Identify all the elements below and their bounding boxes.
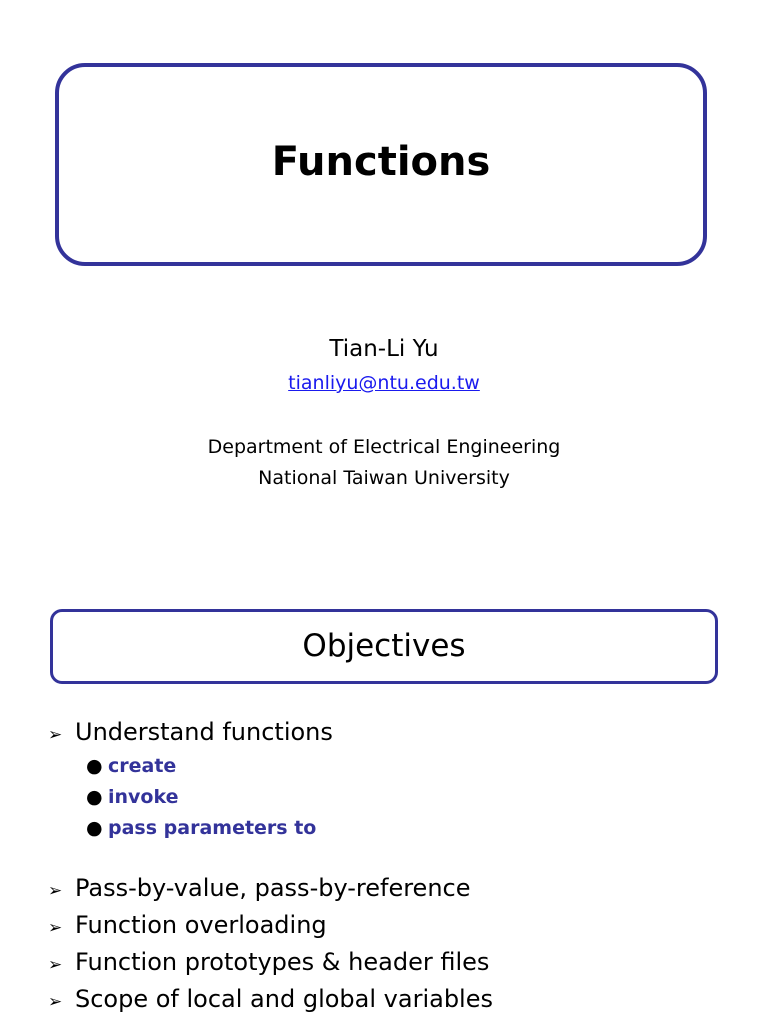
arrow-bullet-icon: ➢	[48, 725, 63, 745]
author-email-line	[0, 372, 768, 394]
list-item	[48, 944, 493, 981]
dot-bullet-icon: ●	[86, 755, 103, 777]
sub-list-item-label: create	[108, 755, 177, 777]
university: National Taiwan University	[258, 467, 510, 489]
dot-bullet-icon: ●	[86, 817, 103, 839]
list-item-label: Scope of local and global variables	[75, 985, 493, 1013]
list-item	[48, 870, 493, 907]
sub-list-item	[86, 782, 493, 813]
arrow-bullet-icon: ➢	[48, 918, 63, 938]
sub-list	[48, 751, 493, 844]
list-item-label: Understand functions	[75, 718, 333, 746]
list-item-label: Function prototypes & header files	[75, 948, 490, 976]
objectives-frame	[50, 609, 718, 684]
author-name: Tian-Li Yu	[329, 336, 439, 362]
list-item	[48, 981, 493, 1018]
arrow-bullet-icon: ➢	[48, 955, 63, 975]
list-item-label: Pass-by-value, pass-by-reference	[75, 874, 471, 902]
list-item-label: Function overloading	[75, 911, 327, 939]
title-frame	[55, 63, 707, 266]
affiliation	[0, 432, 768, 494]
list-item	[48, 714, 493, 751]
objectives-list	[48, 714, 493, 1018]
department: Department of Electrical Engineering	[207, 436, 561, 458]
sub-list-item-label: invoke	[108, 786, 179, 808]
sub-list-item-label: pass parameters to	[108, 817, 317, 839]
sub-list-item	[86, 813, 493, 844]
arrow-bullet-icon: ➢	[48, 881, 63, 901]
sub-list-item	[86, 751, 493, 782]
dot-bullet-icon: ●	[86, 786, 103, 808]
objectives-heading: Objectives	[302, 627, 466, 664]
arrow-bullet-icon: ➢	[48, 992, 63, 1012]
sub-list-container	[48, 751, 493, 844]
list-item	[48, 907, 493, 944]
author-email-link[interactable]: tianliyu@ntu.edu.tw	[288, 372, 480, 394]
slide-title: Functions	[271, 138, 491, 185]
